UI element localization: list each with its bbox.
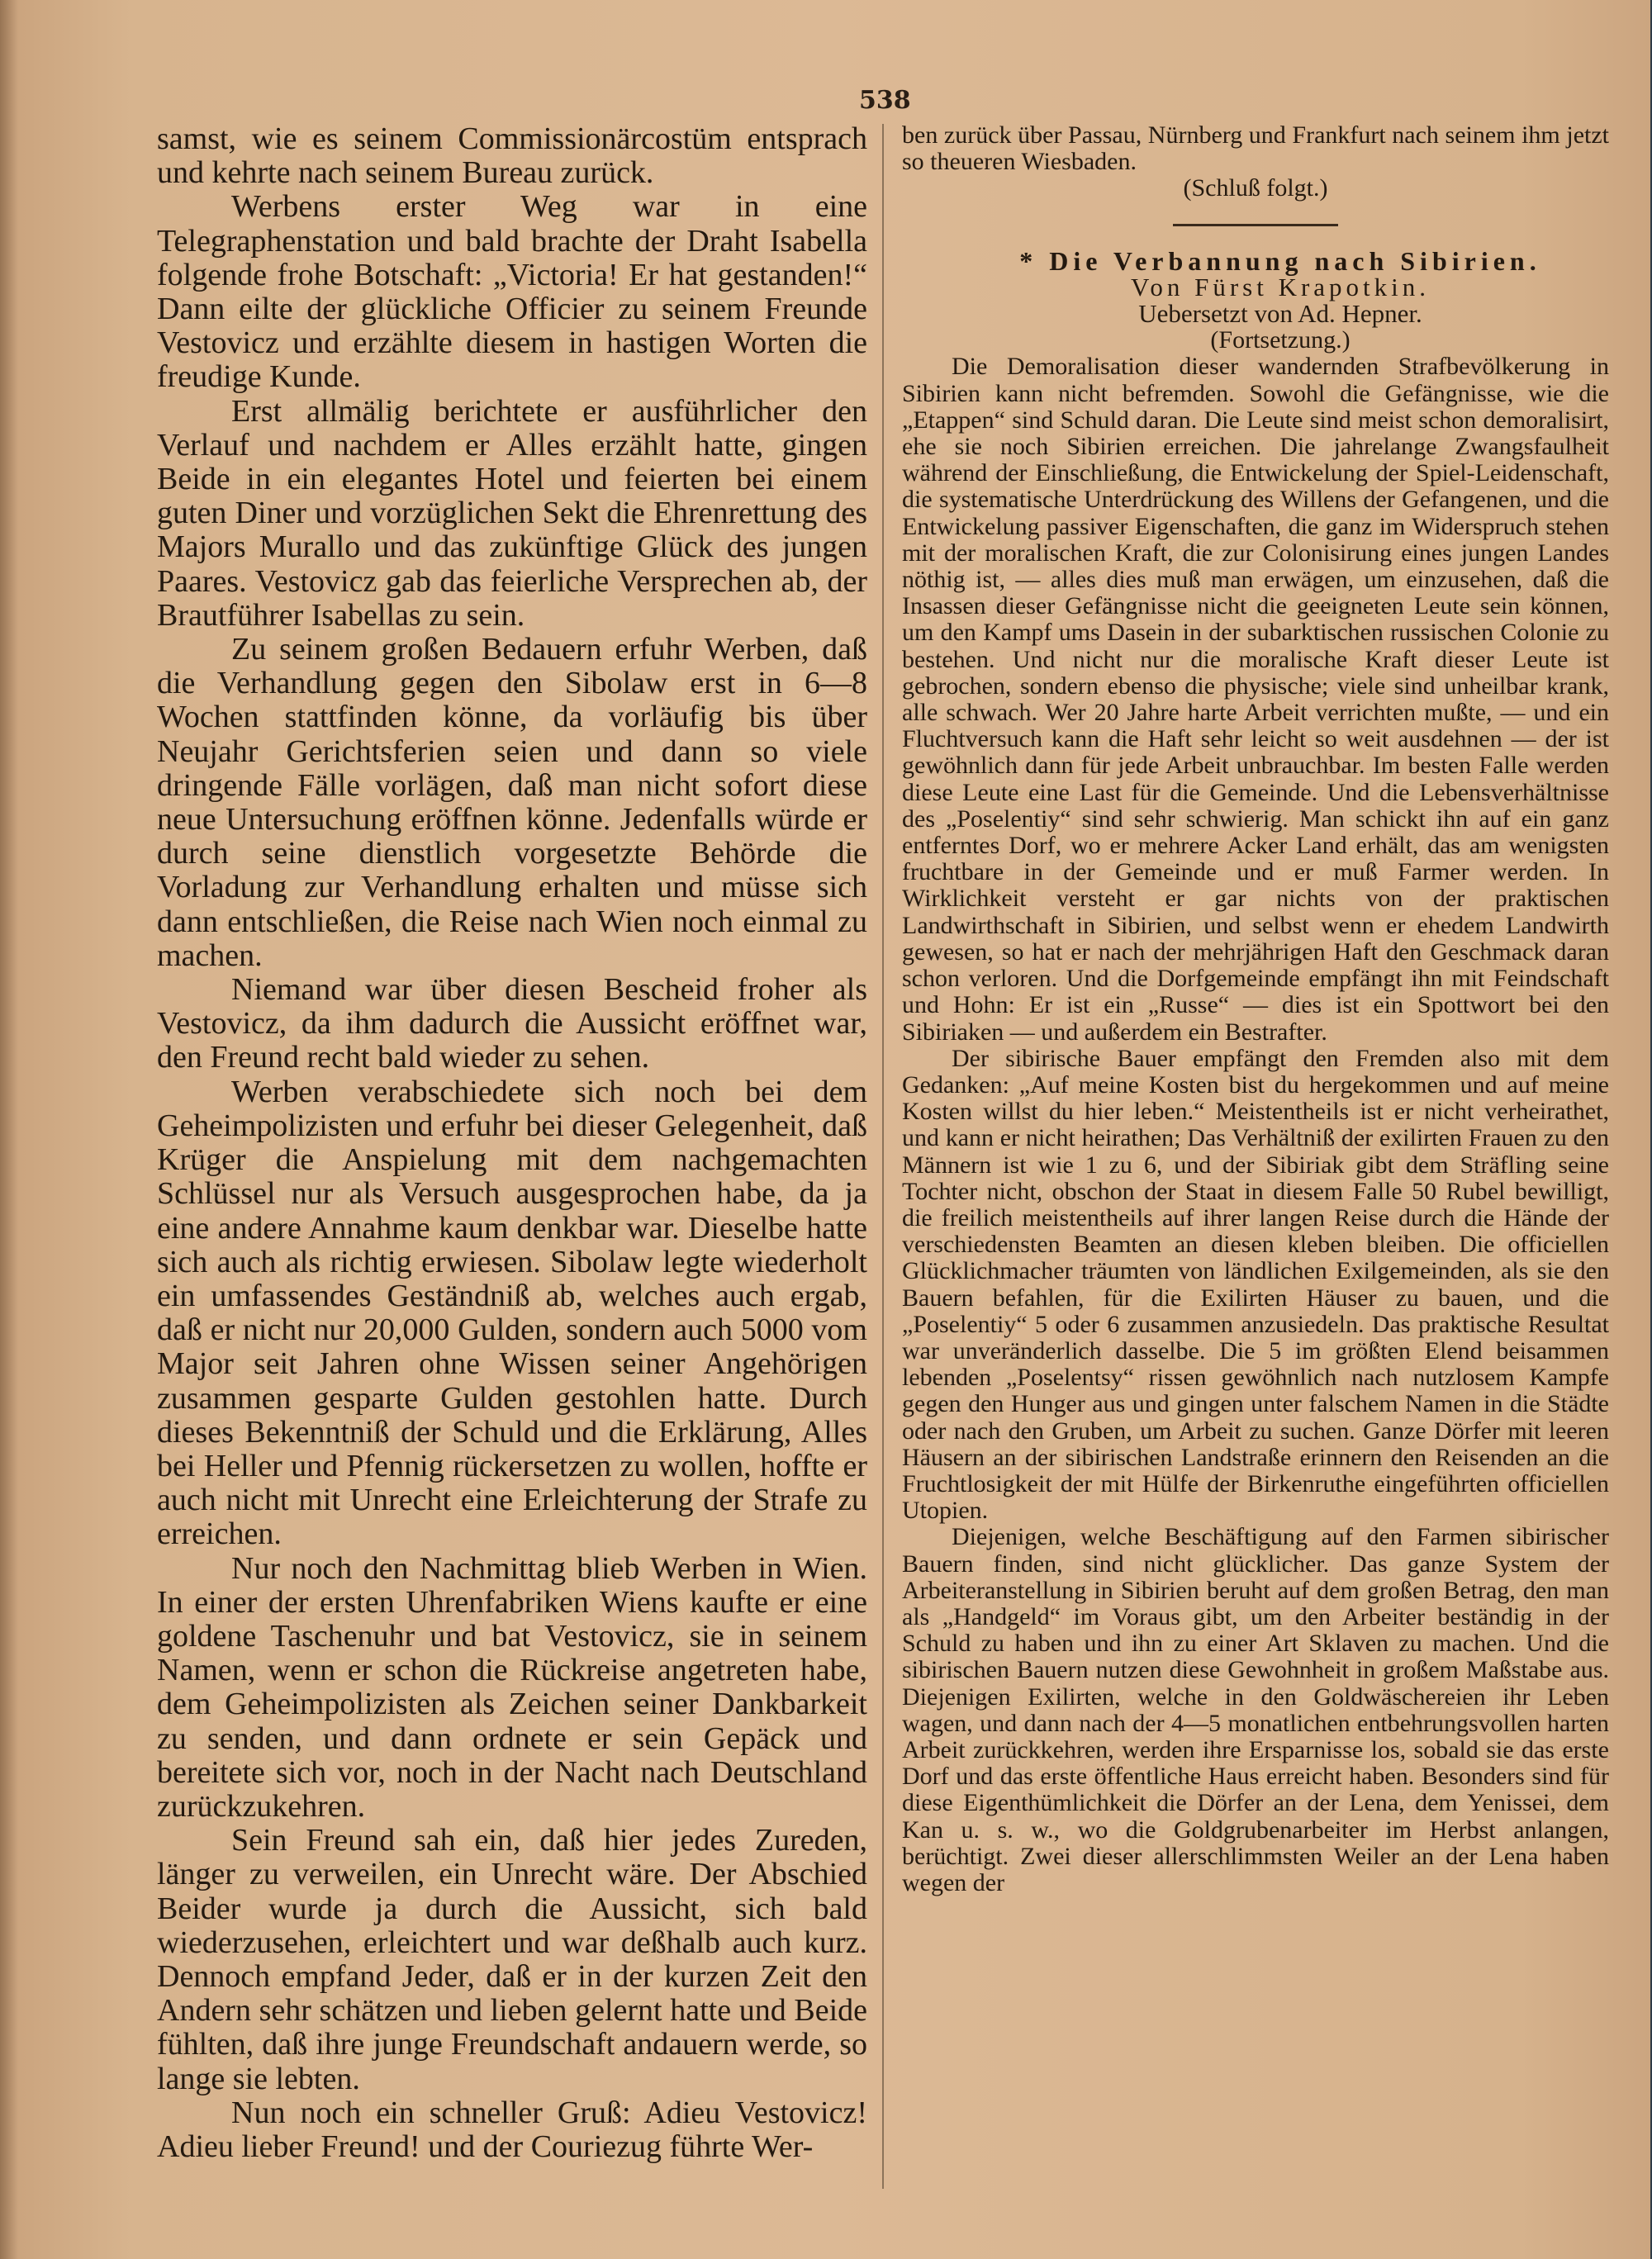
to-be-continued-note: (Schluß folgt.) [1183, 174, 1328, 202]
left-paragraph-1: samst, wie es seinem Commissionärcostüm entsprach und kehrte nach seinem Bureau zurück. [157, 121, 867, 191]
article-paragraph-3: Diejenigen, welche Beschäftigung auf den Farmen sibirischer Bauern finden, sind nicht glücklicher. Das ganze System der Arbeiteranstellung in Sibirien beruht auf dem großen Betrag, den man als „Handgeld“ im Voraus gibt, um den Arbeiter beständig in der Schuld zu haben und ihn zu einer Art Sklaven zu machen. Und die sibirischen Bauern nutzen diese Gewohnheit in großem Maßstabe aus. Diejenigen Exilirten, welche in den Goldwäschereien ihr Leben wagen, und dann nach der 4—5 monatlichen entbehrungsvollen harten Arbeit zurückkehren, werden ihre Ersparnisse los, sobald sie das erste Dorf und das erste öffentliche Haus erreicht haben. Besonders sind für diese Eigenthümlichkeit die Dörfer an der Lena, dem Yenissei, dem Kan u. s. w., wo die Goldgrubenarbeiter im Herbst anlangen, berüchtigt. Zwei dieser allerschlimmsten Weiler an der Lena haben wegen der [902, 1523, 1609, 1896]
page-number: 538 [859, 86, 911, 115]
left-column [157, 122, 867, 2164]
story-ending-paragraph: ben zurück über Passau, Nürnberg und Frankfurt nach seinem ihm jetzt so theueren Wiesbaden. [902, 121, 1609, 176]
left-paragraph-4: Zu seinem großen Bedauern erfuhr Werben, daß die Verhandlung gegen den Sibolaw erst in 6—8 Wochen stattfinden könne, da vorläufig bis über Neujahr Gerichtsferien seien und dann so viele dringende Fälle vorlägen, daß man nicht sofort diese neue Untersuchung eröffnen könne. Jedenfalls würde er durch seine dienstlich vorgesetzte Behörde die Vorladung zur Verhandlung erhalten und müsse sich dann entschließen, die Reise nach Wien noch einmal zu machen. [157, 632, 867, 973]
article-author: Von Fürst Krapotkin. [1130, 272, 1431, 301]
article-paragraph-1: Die Demoralisation dieser wandernden Strafbevölkerung in Sibirien kann nicht befremden. Sowohl die Gefängnisse, wie die „Etappen“ sind Schuld daran. Die Leute sind meist schon demoralisirt, ehe sie noch Sibirien erreichen. Die jahrelange Zwangsfaulheit während der Einschließung, die Entwickelung der Spiel-Leidenschaft, die systematische Unterdrückung des Willens der Gefangenen, und die Entwickelung passiver Eigenschaften, die ganz im Widerspruch stehen mit der moralischen Kraft, die zur Colonisirung eines jungen Landes nöthig ist, — alles dies muß man erwägen, um einzusehen, daß die Insassen dieser Gefängnisse nicht die geeigneten Leute sein können, um den Kampf ums Dasein in der subarktischen russischen Colonie zu bestehen. Und nicht nur die moralische Kraft dieser Leute ist gebrochen, sondern ebenso die physische; viele sind unheilbar krank, alle schwach. Wer 20 Jahre harte Arbeit verrichten mußte, — und ein Fluchtversuch kann die Haft sehr leicht so weit ausdehnen — der ist gewöhnlich dann für jede Arbeit unbrauchbar. Im besten Falle werden diese Leute eine Last für die Gemeinde. Und die Lebensverhältnisse des „Poselentiy“ sind sehr schwierig. Man schickt ihn auf ein ganz entferntes Dorf, wo er mehrere Acker Land erhält, das am wenigsten fruchtbare in der Gemeinde und er muß Farmer werden. In Wirklichkeit versteht er gar nichts von der praktischen Landwirthschaft in Sibirien, und selbst wenn er ehedem Landwirth gewesen, so hat er nach der mehrjährigen Haft den Geschmack daran schon verloren. Und die Dorfgemeinde empfängt ihn mit Feindschaft und Hohn: Er ist ein „Russe“ — dies ist ein Spottwort bei den Sibiriaken — und außerdem ein Bestrafter. [902, 353, 1609, 1046]
left-paragraph-9: Nun noch ein schneller Gruß: Adieu Vestovicz! Adieu lieber Freund! und der Couriezug führte Wer- [157, 2095, 867, 2164]
left-paragraph-2: Werbens erster Weg war in eine Telegraphenstation und bald brachte der Draht Isabella folgende frohe Botschaft: „Victoria! Er hat gestanden!“ Dann eilte der glückliche Officier zu seinem Freunde Vestovicz und erzählte diesem in hastigen Worten die freudige Kunde. [157, 189, 867, 395]
article-title: * Die Verbannung nach Sibirien. [1019, 245, 1541, 276]
article-paragraph-2: Der sibirische Bauer empfängt den Fremden also mit dem Gedanken: „Auf meine Kosten bist du hergekommen und auf meine Kosten willst du hier leben.“ Meistentheils ist er nicht verheirathet, und kann er nicht heirathen; Das Verhältniß der exilirten Frauen zu den Männern ist wie 1 zu 6, und der Sibiriak gibt dem Sträfling seine Tochter nicht, obschon der Staat in diesem Falle 50 Rubel bewilligt, die freilich meistentheils auf ihrer langen Reise durch die Hände der verschiedensten Beamten an diesen kleben bleiben. Die officiellen Glücklichmacher träumten von ländlichen Exilgemeinden, als sie den Bauern befahlen, für die Exilirten Häuser zu bauen, und die „Poselentiy“ 5 oder 6 zusammen anzusiedeln. Das praktische Resultat war unveränderlich dasselbe. Die 5 im größten Elend beisammen lebenden „Poselentsy“ rissen gewöhnlich nach nutzlosem Kampfe gegen den Hunger aus und gingen unter falschem Namen in die Städte oder nach den Gruben, um Arbeit zu suchen. Ganze Dörfer mit leeren Häusern an der sibirischen Landstraße erinnern den Reisenden an die Fruchtlosigkeit der mit Hülfe der Birkenruthe eingeführten officiellen Utopien. [902, 1044, 1609, 1525]
column-divider [882, 124, 884, 2189]
left-paragraph-6: Werben verabschiedete sich noch bei dem Geheimpolizisten und erfuhr bei dieser Gelegenheit, daß Krüger die Anspielung mit dem nachgemachten Schlüssel nur als Versuch ausgesprochen habe, da ja eine andere Annahme kaum denkbar war. Dieselbe hatte sich auch als richtig erwiesen. Sibolaw legte wiederholt ein umfassendes Geständniß ab, welches auch ergab, daß er nicht nur 20,000 Gulden, sondern auch 5000 vom Major seit Jahren ohne Wissen seiner Angehörigen zusammen gesparte Gulden gestohlen hatte. Durch dieses Bekenntniß der Schuld und die Erklärung, Alles bei Heller und Pfennig rückersetzen zu wollen, hoffte er auch nicht mit Unrecht eine Erleichterung der Strafe zu erreichen. [157, 1074, 867, 1552]
continuation-label: (Fortsetzung.) [1210, 326, 1351, 354]
right-column [902, 122, 1609, 1896]
left-paragraph-5: Niemand war über diesen Bescheid froher als Vestovicz, da ihm dadurch die Aussicht eröffnet war, den Freund recht bald wieder zu sehen. [157, 972, 867, 1075]
left-paragraph-3: Erst allmälig berichtete er ausführlicher den Verlauf und nachdem er Alles erzählt hatte, gingen Beide in ein elegantes Hotel und feierten bei einem guten Diner und vorzüglichen Sekt die Ehrenrettung des Majors Murallo und das zukünftige Glück des jungen Paares. Vestovicz gab das feierliche Versprechen ab, der Brautführer Isabellas zu sein. [157, 393, 867, 633]
page-spine-shadow [0, 0, 18, 2259]
article-translator: Uebersetzt von Ad. Hepner. [1138, 299, 1422, 329]
left-paragraph-7: Nur noch den Nachmittag blieb Werben in Wien. In einer der ersten Uhrenfabriken Wiens kaufte er eine goldene Taschenuhr und bat Vestovicz, sie in seinem Namen, wenn er schon die Rückreise angetreten habe, dem Geheimpolizisten als Zeichen seiner Dankbarkeit zu senden, und dann ordnete er sein Gepäck und bereitete sich vor, noch in der Nacht nach Deutschland zurückzukehren. [157, 1550, 867, 1824]
section-rule [1173, 224, 1338, 226]
left-paragraph-8: Sein Freund sah ein, daß hier jedes Zureden, länger zu verweilen, ein Unrecht wäre. Der Abschied Beider wurde ja durch die Aussicht, sich bald wiederzusehen, erleichtert und war deßhalb auch kurz. Dennoch empfand Jeder, daß er in der kurzen Zeit den Andern sehr schätzen und lieben gelernt hatte und Beide fühlten, daß ihre junge Freundschaft andauern werde, so lange sie lebten. [157, 1823, 867, 2096]
